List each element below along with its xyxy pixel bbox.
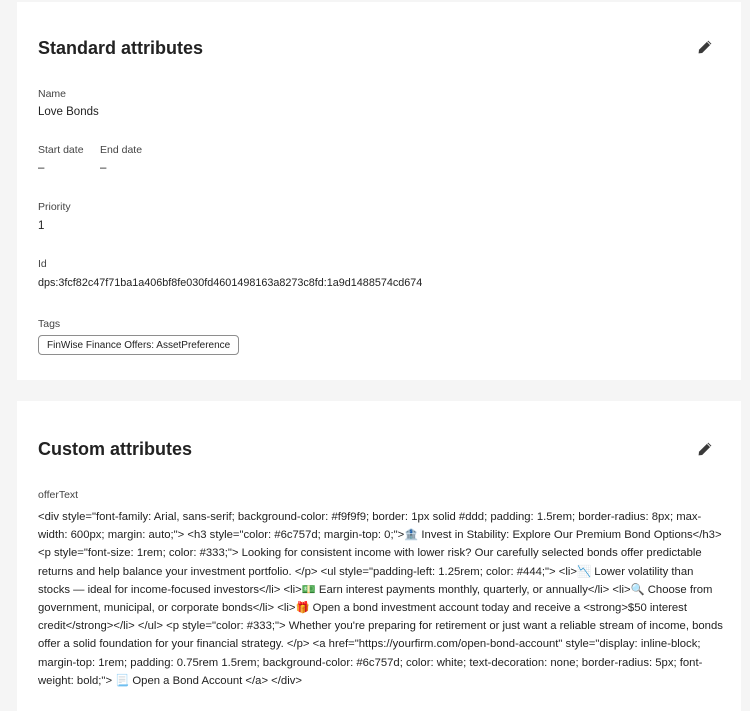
name-value: Love Bonds [38,106,99,118]
offer-text-label: offerText [38,489,79,501]
offer-text-value: <div style="font-family: Arial, sans-serif; background-color: #f9f9f9; border: 1px solid #ddd; padding: 1.5rem; border-radius: 8px; max-width: 600px; margin: auto;"> <h3 style="color: #6c757d; margin-top: 0;">🏦 Invest in Stability: Explore Our Premium Bond Options</h3> <p style="font-size: 1rem; color: #333;"> Looking for consistent income with lower risk? Our carefully selected bonds offer predictable returns and help balance your investment portfolio. </p> <ul style="padding-left: 1.25rem; color: #444;"> <li>📉 Lower volatility than stocks — ideal for income-focused investors</li> <li>💵 Earn interest payments monthly, quarterly, or annually</li> <li>🔍 Choose from government, municipal, or corporate bonds</li> <li>🎁 Open a bond investment account today and receive a <strong>$50 interest credit</strong></li> </ul> <p style="color: #333;"> Whether you're preparing for retirement or just want a reliable stream of income, bonds offer a solid foundation for your financial strategy. </p> <a href="https://yourfirm.com/open-bond-account" style="display: inline-block; margin-top: 1rem; padding: 0.75rem 1.5rem; background-color: #6c757d; color: white; text-decoration: none; border-radius: 5px; font-weight: bold;"> 📃 Open a Bond Account </a> </div> [38,511,723,687]
custom-attributes-title: Custom attributes [38,439,193,459]
tag-chip[interactable]: FinWise Finance Offers: AssetPreference [38,335,239,355]
id-value: dps:3fcf82c47f71ba1a406bf8fe030fd4601498163a8273c8fd:1a9d1488574cd674 [38,277,423,289]
priority-value: 1 [38,220,45,232]
custom-attributes-panel [17,401,741,711]
standard-attributes-title: Standard attributes [38,38,204,58]
pencil-icon [697,441,713,457]
start-date-value: – [38,162,45,174]
edit-standard-attributes-button[interactable] [695,37,715,57]
id-label: Id [38,258,47,270]
name-label: Name [38,88,67,100]
end-date-label: End date [100,144,143,156]
priority-label: Priority [38,201,71,213]
end-date-value: – [100,162,107,174]
start-date-label: Start date [38,144,84,156]
pencil-icon [697,39,713,55]
tags-label: Tags [38,318,61,330]
standard-attributes-panel [17,2,741,380]
edit-custom-attributes-button[interactable] [695,439,715,459]
